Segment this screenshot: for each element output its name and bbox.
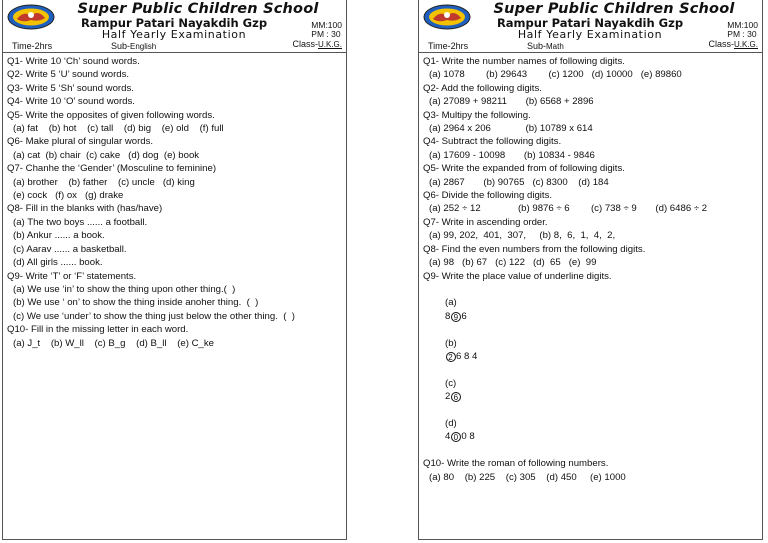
option-label: (b) <box>445 337 457 349</box>
subject-value: Math <box>546 42 564 51</box>
subject-value: English <box>130 42 157 51</box>
question-options: (a) brother (b) father (c) uncle (d) king <box>13 176 195 188</box>
question-options: (b) Ankur ...... a book. <box>13 230 105 242</box>
question-line: Q6- Divide the following digits. <box>423 190 553 202</box>
digit: 8 <box>445 310 451 322</box>
question-line: Q7- Chanhe the ‘Gender’ (Mosculine to feminine) <box>7 163 217 175</box>
digit: 6 8 4 <box>456 350 478 362</box>
paper-header <box>3 0 346 53</box>
pass-marks: PM : 30 <box>311 29 341 39</box>
marks-box <box>311 21 342 39</box>
question-line: Q5- Write the opposites of given following words. <box>7 109 215 121</box>
subject-label: Sub- <box>527 41 547 51</box>
digit: 2 <box>445 391 451 403</box>
question-line: Q3- Write 5 ‘Sh’ sound words. <box>7 82 134 94</box>
exam-title: Half Yearly Examination <box>517 28 663 41</box>
question-options: (a) 27089 + 98211 (b) 6568 + 2896 <box>429 96 594 108</box>
question-line: Q10- Write the roman of following numbers. <box>423 458 609 470</box>
subject-line <box>111 41 156 51</box>
school-name: Super Public Children School <box>77 1 319 17</box>
english-question-paper <box>2 0 347 540</box>
school-name: Super Public Children School <box>493 1 735 17</box>
question-line: Q8- Fill in the blanks with (has/have) <box>7 203 163 215</box>
question-line: Q4- Subtract the following digits. <box>423 136 562 148</box>
question-options: (a) We use ‘in’ to show the thing upon other thing.( ) <box>13 283 236 295</box>
subject-line <box>527 41 564 51</box>
digit: 6 <box>461 310 467 322</box>
max-marks: MM:100 <box>727 20 758 30</box>
question-line: Q1- Write 10 ‘Ch’ sound words. <box>7 56 140 67</box>
digit: 4 <box>445 431 451 443</box>
question-line: Q5- Write the expanded from of following digits. <box>423 163 625 175</box>
digit: 0 8 <box>461 431 475 443</box>
class-value: U.K.G. <box>733 40 758 49</box>
question-line: Q3- Multipy the following. <box>423 109 531 121</box>
class-line <box>708 39 758 49</box>
info-row <box>419 39 762 52</box>
question-options: (c) We use ‘under’ to show the thing just below the other thing. ( ) <box>13 310 295 322</box>
question-line: Q8- Find the even numbers from the following digits. <box>423 243 646 255</box>
question-line: Q2- Write 5 ‘U’ sound words. <box>7 69 130 81</box>
math-question-paper <box>418 0 763 540</box>
question-options: (c) Aarav ...... a basketball. <box>13 243 127 255</box>
info-row <box>3 39 346 52</box>
question-list <box>423 55 760 484</box>
place-value-options <box>423 283 760 457</box>
question-line: Q9- Write ‘T’ or ‘F’ statements. <box>7 270 137 282</box>
circled-digit: 6 <box>451 392 461 402</box>
question-options: (d) All girls ...... book. <box>13 257 103 269</box>
max-marks: MM:100 <box>311 20 342 30</box>
question-options: (e) cock (f) ox (g) drake <box>13 190 124 202</box>
question-line: Q6- Make plural of singular words. <box>7 136 154 148</box>
exam-title: Half Yearly Examination <box>101 28 247 41</box>
subject-label: Sub- <box>111 41 131 51</box>
question-line: Q1- Write the number names of following digits. <box>423 56 625 67</box>
question-options: (a) fat (b) hot (c) tall (d) big (e) old (f) full <box>13 123 224 135</box>
marks-box <box>727 21 758 39</box>
question-options: (a) 80 (b) 225 (c) 305 (d) 450 (e) 1000 <box>429 471 626 483</box>
paper-header <box>419 0 762 53</box>
school-address: Rampur Patari Nayakdih Gzp <box>80 16 268 30</box>
circled-digit: 9 <box>451 312 461 322</box>
question-options: (a) J_t (b) W_ll (c) B_g (d) B_ll (e) C_ke <box>13 337 214 349</box>
question-options: (a) 98 (b) 67 (c) 122 (d) 65 (e) 99 <box>429 257 597 269</box>
question-options: (a) 17609 - 10098 (b) 10834 - 9846 <box>429 149 595 161</box>
school-address: Rampur Patari Nayakdih Gzp <box>496 16 684 30</box>
question-options: (b) We use ‘ on’ to show the thing inside anoher thing. ( ) <box>13 297 259 309</box>
pass-marks: PM : 30 <box>727 29 757 39</box>
school-emblem-icon <box>6 4 56 30</box>
question-list <box>7 55 344 350</box>
question-options: (a) cat (b) chair (c) cake (d) dog (e) book <box>13 149 200 161</box>
question-options: (a) 252 ÷ 12 (b) 9876 ÷ 6 (c) 738 ÷ 9 (d) 6486 ÷ 2 <box>429 203 708 215</box>
class-value: U.K.G. <box>317 40 342 49</box>
question-options: (a) 2867 (b) 90765 (c) 8300 (d) 184 <box>429 176 609 188</box>
class-line <box>292 39 342 49</box>
time-label: Time-2hrs <box>12 41 53 51</box>
question-options: (a) 2964 x 206 (b) 10789 x 614 <box>429 123 593 135</box>
question-line: Q4- Write 10 ‘O’ sound words. <box>7 96 135 108</box>
class-label: Class- <box>292 39 318 49</box>
circled-digit: 0 <box>451 432 461 442</box>
circled-digit: 2 <box>446 352 456 362</box>
option-label: (d) <box>445 417 457 429</box>
question-line: Q7- Write in ascending order. <box>423 216 548 228</box>
question-options: (a) 99, 202, 401, 307, (b) 8, 6, 1, 4, 2, <box>429 230 616 242</box>
question-line: Q2- Add the following digits. <box>423 82 542 94</box>
question-options: (a) The two boys ...... a football. <box>13 216 148 228</box>
question-line: Q9- Write the place value of underline digits. <box>423 270 612 282</box>
question-options: (a) 1078 (b) 29643 (c) 1200 (d) 10000 (e) 89860 <box>429 69 682 81</box>
question-line: Q10- Fill in the missing letter in each word. <box>7 324 189 336</box>
time-label: Time-2hrs <box>428 41 469 51</box>
school-emblem-icon <box>422 4 472 30</box>
class-label: Class- <box>708 39 734 49</box>
option-label: (c) <box>445 377 457 389</box>
option-label: (a) <box>445 297 457 309</box>
